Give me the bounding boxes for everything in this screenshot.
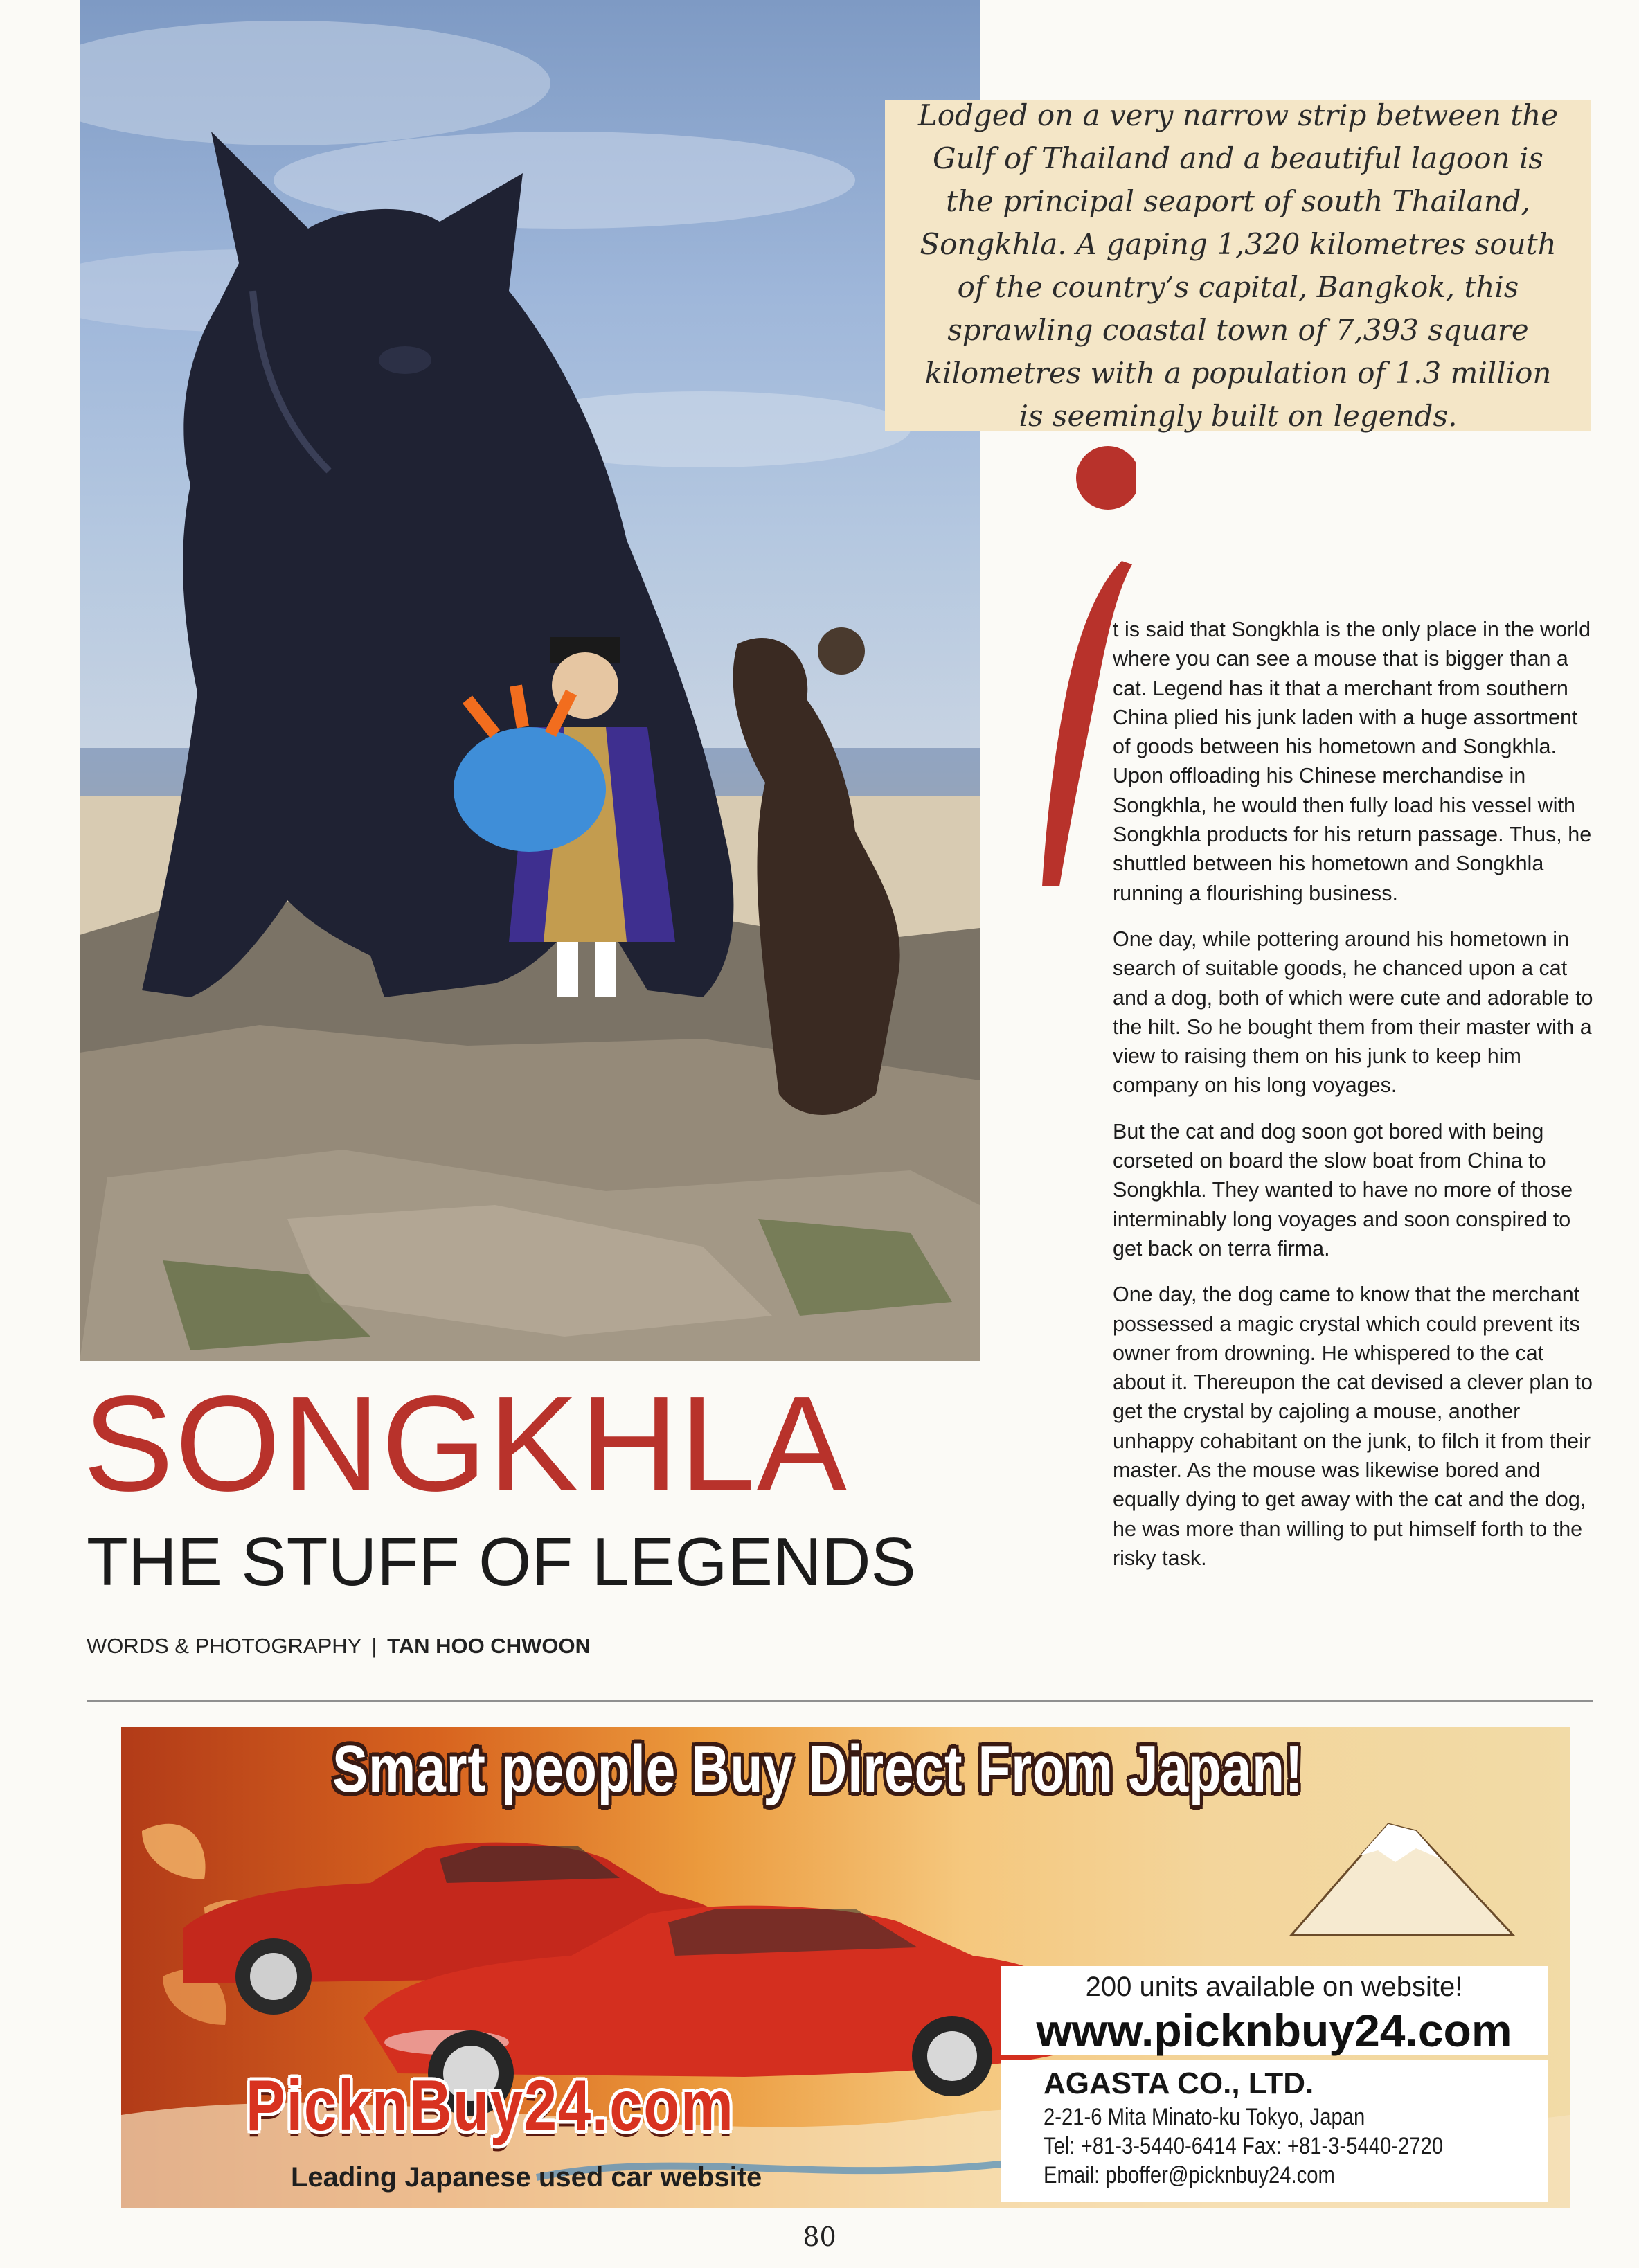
ad-tagline: Leading Japanese used car website bbox=[291, 2162, 762, 2193]
ad-website-link[interactable]: www.picknbuy24.com bbox=[1001, 2006, 1548, 2055]
article-title: SONGKHLA bbox=[83, 1368, 849, 1519]
ad-address: 2-21-6 Mita Minato-ku Tokyo, Japan bbox=[1044, 2104, 1365, 2130]
ad-email[interactable]: Email: pboffer@picknbuy24.com bbox=[1044, 2162, 1335, 2188]
byline-author: TAN HOO CHWOON bbox=[387, 1634, 591, 1658]
advertisement[interactable] bbox=[121, 1727, 1570, 2208]
cat-mouse-statue-image bbox=[80, 0, 980, 1361]
article-paragraph-1: t is said that Songkhla is the only place in the world where you can see a mouse that is bigger than a cat. Legend has it that a merchant from southern China plied his junk laden with a huge assortment of goods between his hometown and Songkhla. Upon offloading his Chinese merchandise in Songkhla, he would then fully load his vessel with Songkhla products for his return passage. Thus, he shuttled between his hometown and Songkhla running a flourishing business. bbox=[1113, 618, 1592, 905]
intro-text: Lodged on a very narrow strip between the Gulf of Thailand and a beautiful lagoon is the principal seaport of south Thailand, Songkhla. A gaping 1,320 kilometres south of the country’s capital, Bangkok, this sprawling coastal town of 7,393 square kilometres with a population of 1.3 million is seemingly built on legends. bbox=[917, 98, 1559, 433]
ad-contact-box bbox=[1001, 1966, 1548, 2202]
cover-photo bbox=[80, 0, 980, 1361]
article-paragraph-2: One day, while pottering around his hometown in search of suitable goods, he chanced upon a cat and a dog, both of which were cute and adorable to the hilt. So he bought them from their master with a view to raising them on his junk to keep him company on his long voyages. bbox=[1113, 927, 1593, 1098]
intro-box bbox=[885, 100, 1591, 431]
byline-label: WORDS & PHOTOGRAPHY bbox=[87, 1634, 361, 1658]
ad-phone-fax: Tel: +81-3-5440-6414 Fax: +81-3-5440-2720 bbox=[1044, 2133, 1444, 2159]
ad-brand-logo[interactable]: PicknBuy24.com bbox=[246, 2066, 735, 2146]
ad-units-available: 200 units available on website! bbox=[1001, 1966, 1548, 2008]
article-body bbox=[1113, 615, 1597, 1589]
section-divider bbox=[87, 1700, 1593, 1702]
ad-company-info bbox=[1001, 2060, 1548, 2202]
ad-company-name: AGASTA CO., LTD. bbox=[1044, 2066, 1314, 2100]
article-paragraph-4: One day, the dog came to know that the merchant possessed a magic crystal which could prevent its owner from drowning. He whispered to the cat about it. Thereupon the cat devised a clever plan to get the crystal by cajoling a mouse, another unhappy cohabitant on the junk, to filch it from their master. As the mouse was likewise bored and equally dying to get away with the cat and the dog, he was more than willing to put himself forth to the risky task. bbox=[1113, 1283, 1593, 1570]
article-subtitle: THE STUFF OF LEGENDS bbox=[87, 1524, 916, 1600]
byline bbox=[87, 1632, 591, 1660]
ad-headline: Smart people Buy Direct From Japan! bbox=[332, 1732, 1304, 1806]
page-number: 80 bbox=[803, 2222, 836, 2252]
article-paragraph-3: But the cat and dog soon got bored with being corseted on board the slow boat from China to Songkhla. They wanted to have no more of those interminably long voyages and soon conspired to get back on terra firma. bbox=[1113, 1119, 1573, 1260]
byline-separator: | bbox=[371, 1634, 377, 1658]
